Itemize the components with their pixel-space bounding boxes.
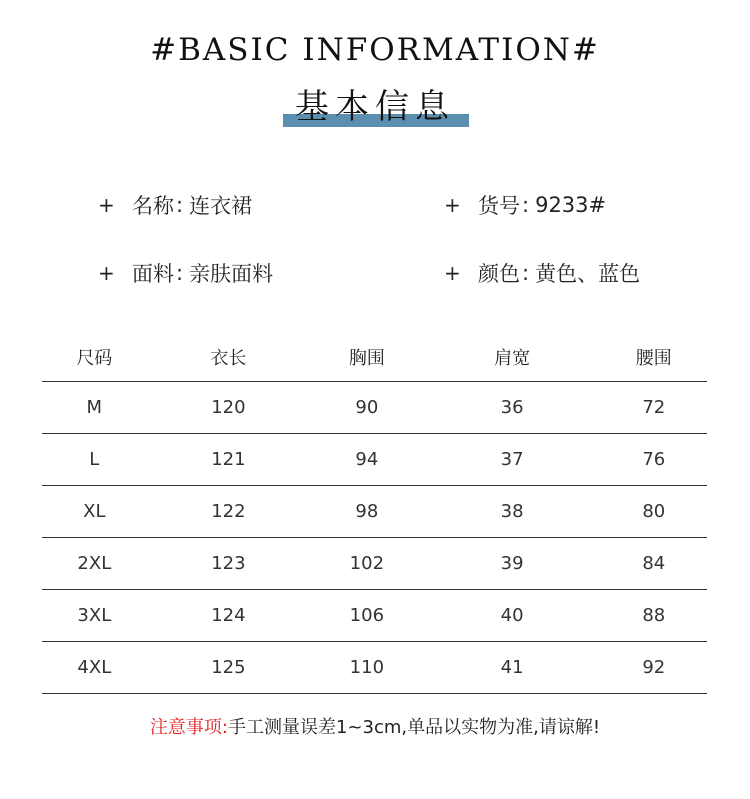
item-number-label: 货号 — [478, 194, 520, 218]
table-row — [42, 642, 707, 694]
plus-icon: + — [98, 261, 115, 285]
cell-bust: 98 — [310, 486, 423, 538]
cell-size: 2XL — [42, 538, 147, 590]
header-bust: 胸围 — [310, 333, 423, 382]
item-number-value: 9233# — [535, 193, 607, 217]
chinese-title — [289, 84, 461, 130]
cell-shoulder: 39 — [424, 538, 601, 590]
header-shoulder: 肩宽 — [424, 333, 601, 382]
cell-length: 123 — [147, 538, 310, 590]
color-value: 黄色、蓝色 — [535, 262, 641, 286]
cell-length: 121 — [147, 434, 310, 486]
cell-size: XL — [42, 486, 147, 538]
cell-bust: 110 — [310, 642, 423, 694]
cell-length: 120 — [147, 382, 310, 434]
cell-waist: 76 — [601, 434, 707, 486]
cell-waist: 92 — [601, 642, 707, 694]
cell-size: 4XL — [42, 642, 147, 694]
cell-waist: 88 — [601, 590, 707, 642]
note-text: 手工测量误差1~3cm,单品以实物为准,请谅解! — [228, 717, 601, 738]
cell-length: 122 — [147, 486, 310, 538]
cell-shoulder: 38 — [424, 486, 601, 538]
fabric-label: 面料 — [132, 262, 174, 286]
english-title: #BASIC INFORMATION# — [150, 32, 600, 68]
table-row — [42, 538, 707, 590]
cell-bust: 106 — [310, 590, 423, 642]
plus-icon: + — [98, 193, 115, 217]
size-table — [42, 333, 707, 694]
table-row — [42, 434, 707, 486]
info-item-number — [444, 190, 606, 220]
cell-waist: 80 — [601, 486, 707, 538]
cell-waist: 84 — [601, 538, 707, 590]
cell-shoulder: 41 — [424, 642, 601, 694]
cell-size: 3XL — [42, 590, 147, 642]
plus-icon: + — [444, 193, 461, 217]
chinese-title-wrap — [0, 84, 750, 130]
info-item-fabric — [98, 258, 273, 288]
cell-length: 125 — [147, 642, 310, 694]
label-separator: : — [176, 261, 184, 285]
info-item-name — [98, 190, 252, 220]
cell-shoulder: 40 — [424, 590, 601, 642]
plus-icon: + — [444, 261, 461, 285]
measurement-note — [0, 713, 750, 739]
cell-size: M — [42, 382, 147, 434]
header-waist: 腰围 — [601, 333, 707, 382]
table-header-row — [42, 333, 707, 382]
name-value: 连衣裙 — [189, 194, 253, 218]
cell-bust: 94 — [310, 434, 423, 486]
cell-size: L — [42, 434, 147, 486]
cell-length: 124 — [147, 590, 310, 642]
label-separator: : — [176, 193, 184, 217]
table-row — [42, 382, 707, 434]
note-label: 注意事项: — [149, 717, 228, 738]
cell-shoulder: 36 — [424, 382, 601, 434]
header-length: 衣长 — [147, 333, 310, 382]
label-separator: : — [522, 261, 530, 285]
cell-bust: 90 — [310, 382, 423, 434]
name-label: 名称 — [132, 194, 174, 218]
chinese-title-text: 基本信息 — [295, 87, 455, 127]
cell-shoulder: 37 — [424, 434, 601, 486]
header-size: 尺码 — [42, 333, 147, 382]
info-item-color — [444, 258, 640, 288]
table-row — [42, 486, 707, 538]
color-label: 颜色 — [478, 262, 520, 286]
cell-bust: 102 — [310, 538, 423, 590]
label-separator: : — [522, 193, 530, 217]
fabric-value: 亲肤面料 — [189, 262, 274, 286]
table-row — [42, 590, 707, 642]
cell-waist: 72 — [601, 382, 707, 434]
